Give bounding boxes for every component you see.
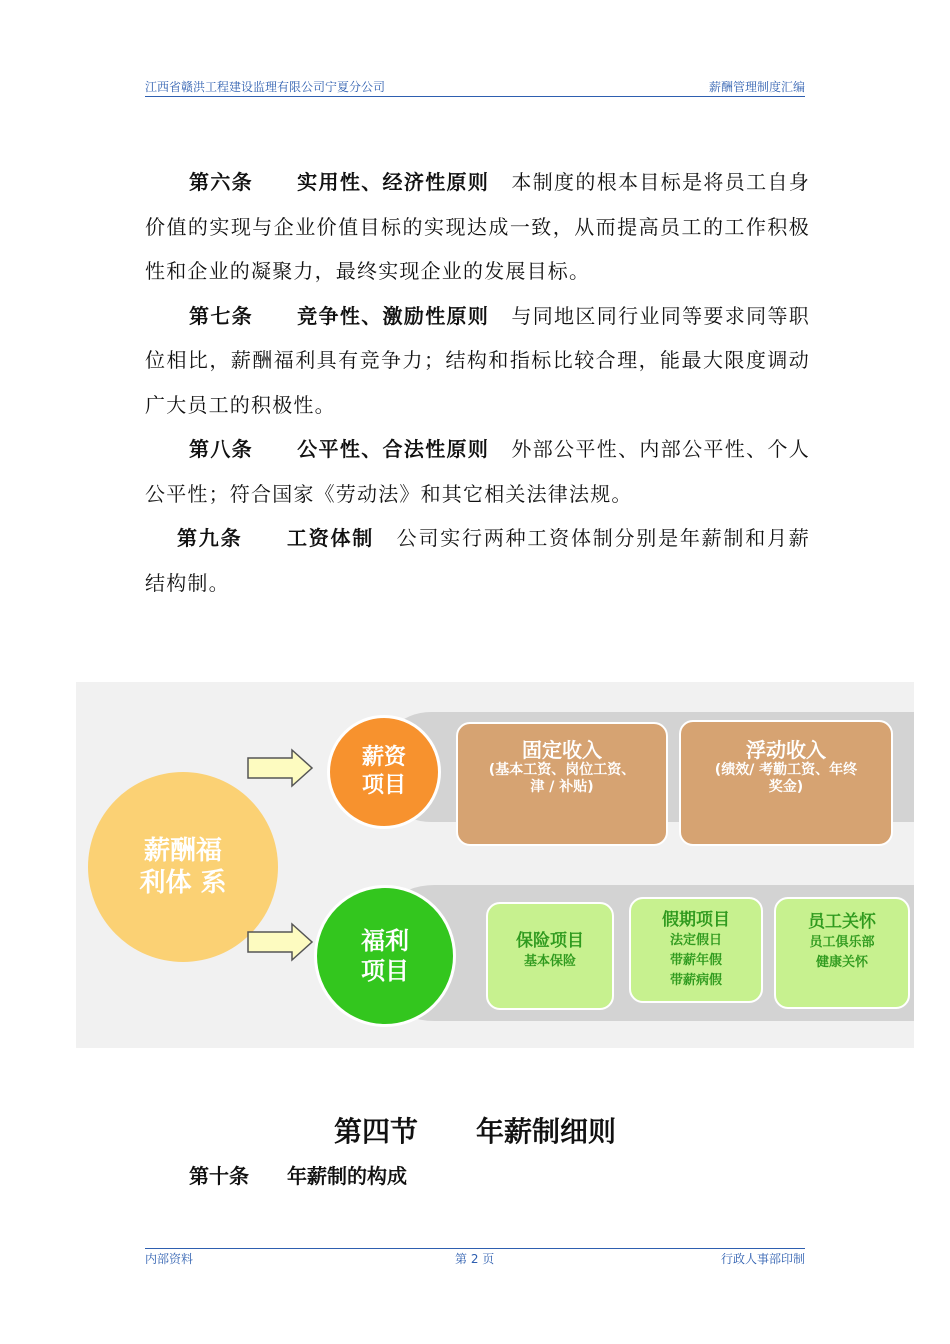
care-card: [774, 897, 910, 1009]
salary-line1: 薪资: [361, 745, 406, 770]
article-text: 本制度的根本目标是将员工自身价值的实现与企业价值目标的实现达成一致，从而提高员工的工作积极性和企业的凝聚力，最终实现企业的发展目标。: [145, 170, 810, 283]
fixed-income-card: [456, 722, 668, 846]
article-label: 第七条: [189, 303, 254, 328]
arrow-right-icon: [246, 748, 316, 788]
welfare-line1: 福利: [361, 927, 409, 955]
section-name: 年薪制细则: [476, 1115, 617, 1148]
body-text: [145, 160, 810, 605]
article-label: 第八条: [189, 437, 254, 461]
footer-right: 行政人事部印制: [720, 1252, 805, 1266]
floating-detail1: (绩效/ 考勤工资、年终: [714, 762, 858, 778]
article-7: [145, 294, 810, 428]
insurance-item: 基本保险: [523, 954, 576, 969]
section-title: [0, 1110, 950, 1150]
article-heading: 实用性、经济性原则: [297, 170, 490, 194]
page-header: [145, 78, 805, 97]
article-heading: 公平性、合法性原则: [297, 437, 490, 461]
fixed-detail1: (基本工资、岗位工资、: [488, 762, 636, 778]
article-9: [145, 516, 810, 605]
welfare-node: [314, 885, 456, 1027]
footer-left: 内部资料: [145, 1252, 194, 1266]
holiday-item: 带薪病假: [669, 973, 722, 988]
insurance-title: 保险项目: [516, 931, 584, 951]
article-text: 公司实行两种工资体制分别是年薪制和月薪结构制。: [145, 526, 810, 595]
salary-welfare-diagram: [76, 682, 914, 1048]
holiday-card: [629, 897, 763, 1003]
section-number: 第四节: [333, 1115, 418, 1148]
article-6: [145, 160, 810, 294]
holiday-title: 假期项目: [662, 910, 730, 930]
article-label: 第十条: [189, 1164, 249, 1188]
page-number: 第 2 页: [455, 1252, 495, 1266]
care-item: 员工俱乐部: [809, 935, 875, 950]
article-label: 第六条: [189, 170, 254, 194]
holiday-item: 带薪年假: [669, 953, 722, 968]
article-heading: 年薪制的构成: [287, 1164, 407, 1188]
fixed-detail2: 津 / 补贴): [530, 779, 594, 795]
header-company: 江西省赣洪工程建设监理有限公司宁夏分公司: [145, 80, 386, 94]
salary-node: [327, 715, 441, 829]
article-8: [145, 427, 810, 516]
floating-detail2: 奖金): [768, 779, 804, 795]
center-line1: 薪酬福: [143, 836, 222, 866]
insurance-card: [486, 902, 614, 1010]
care-item: 健康关怀: [815, 955, 868, 970]
article-heading: 竞争性、激励性原则: [297, 303, 490, 328]
center-line2: 利体 系: [139, 868, 227, 898]
floating-title: 浮动收入: [746, 738, 826, 762]
arrow-right-icon: [246, 922, 316, 962]
salary-line2: 项目: [361, 773, 406, 798]
page-footer: [145, 1248, 805, 1267]
article-heading: 工资体制: [286, 526, 375, 550]
care-title: 员工关怀: [808, 912, 876, 932]
article-10-heading: [189, 1160, 407, 1189]
holiday-item: 法定假日: [669, 933, 722, 948]
article-label: 第九条: [177, 526, 243, 550]
article-text: 与同地区同行业同等要求同等职位相比，薪酬福利具有竞争力；结构和指标比较合理，能最大限度调动广大员工的积极性。: [145, 303, 810, 417]
article-text: 外部公平性、内部公平性、个人公平性；符合国家《劳动法》和其它相关法律法规。: [145, 437, 810, 506]
header-doc-title: 薪酬管理制度汇编: [708, 80, 805, 94]
floating-income-card: [679, 720, 893, 846]
welfare-line2: 项目: [361, 957, 409, 985]
fixed-title: 固定收入: [522, 738, 602, 762]
